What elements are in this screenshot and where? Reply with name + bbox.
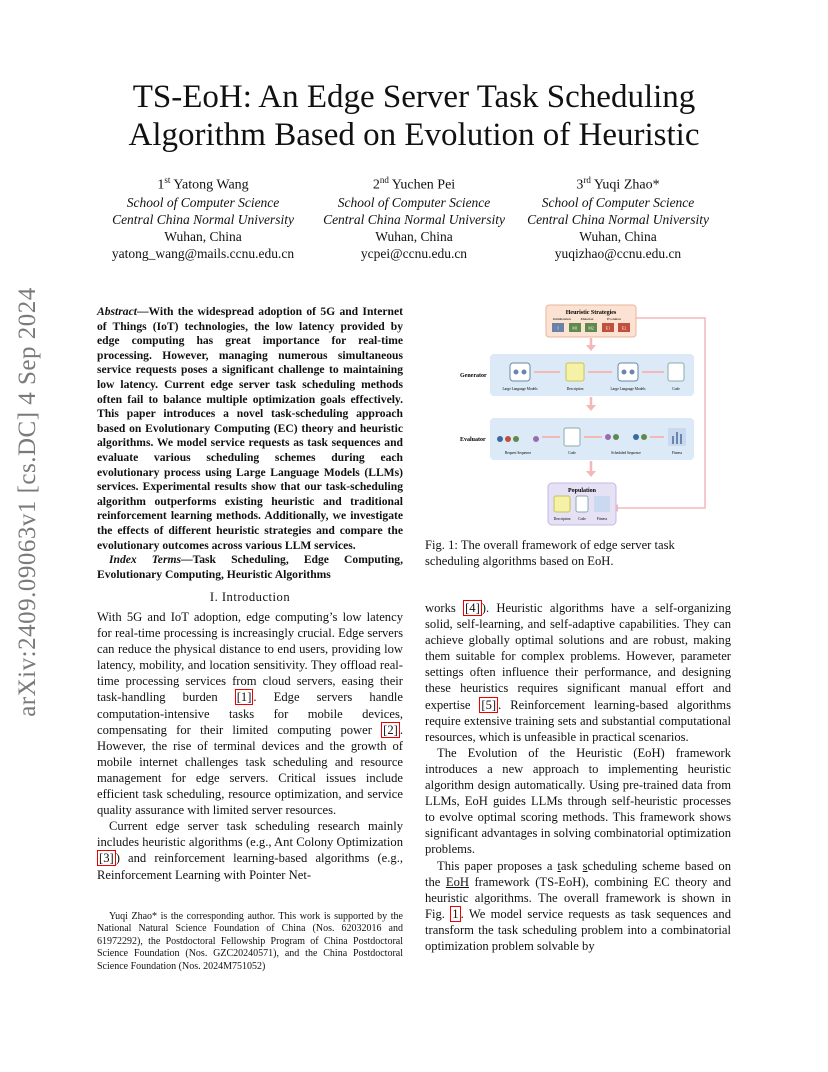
author-name: Yuchen Pei — [391, 177, 456, 193]
section-heading: I. Introduction — [209, 590, 291, 604]
abstract-label: Abstract — [97, 305, 137, 318]
paragraph: works [4] ). Heuristic algorithms have a self-organizing solid, self-learning, and self-adaptive capabilities. They can achieve globally optimal solutions and are robust, making them suitable for complex problems. However, parameter settings often influence their performance, and designing these heuristics requires significant manual effort and expertise [5] . Reinforcement learning-based algorithms require extensive training sets and substantial computational resources, which is unfeasible in practical scenarios. — [425, 601, 732, 744]
paragraph: Current edge server task scheduling research mainly includes heuristic algorithms (e.g., Ant Colony Optimization [3] ) and reinforcement learning-based algorithms (e.g., Reinforcement Learning with Pointer Net- — [97, 819, 403, 882]
author-ordinal: 3 — [576, 177, 584, 193]
svg-text:Fitness: Fitness — [671, 451, 683, 455]
citation-link[interactable]: [3] — [99, 851, 114, 866]
author-univ: Central China Normal University — [112, 211, 294, 227]
svg-text:Code: Code — [578, 517, 586, 521]
author-ordinal: 1 — [157, 177, 165, 193]
author-univ: Central China Normal University — [527, 211, 709, 227]
footnote: Yuqi Zhao* is the corresponding author. This work is supported by the National Natural Science Foundation of China (Nos. 62032016 and 61972292), the Postdoctoral Fellowship Program of China Postdoctoral Science Foundation (Nos. GZC20240571), and the China Postdoctoral Science Foundation (Nos. 2024M751052) — [97, 911, 403, 972]
author-email[interactable]: yatong_wang@mails.ccnu.edu.cn — [111, 245, 295, 261]
fitness-chart-icon — [594, 496, 610, 512]
author-block-1 — [88, 172, 318, 262]
heuristic-sub-init: Initialization — [553, 317, 571, 321]
llm-robot-icon — [618, 363, 638, 381]
svg-text:E2: E2 — [621, 325, 627, 331]
paragraph: The Evolution of the Heuristic (EoH) framework introduces a new approach to implementing heuristic algorithm design automatically. Using pre-trained data from LLMs, EoH guides LLMs through self-heuristic processes to evolve optimal scoring methods. This framework shows significant advantages in solving combinatorial optimization problems. — [425, 745, 731, 857]
svg-text:Large Language Models: Large Language Models — [502, 387, 538, 391]
paragraph: With 5G and IoT adoption, edge computing’s low latency for real-time processing is increasingly crucial. Edge servers can reduce the physical distance to end users, providing low latency, mobility, and location sensitivity. They offload real-time processing services from cloud servers, easing their task-handling burden [1] . Edge servers handle computation-intensive tasks for mobile devices, compensating for their limited computing power [2] . However, the rise of terminal devices and the growth of mobile internet challenges task scheduling and resource management for edge servers. Critical issues include efficient task scheduling, resource optimization, and service quality assurance with limited server resources. — [97, 610, 403, 818]
framework-figure — [430, 300, 730, 530]
author-dept: School of Computer Science — [126, 194, 280, 210]
svg-text:Fitness: Fitness — [596, 517, 608, 521]
svg-text:Large Language Models: Large Language Models — [610, 387, 646, 391]
paragraph: This paper proposes a task scheduling scheme based on the EoH framework (TS-EoH), combining EC theory and heuristic algorithms. The overall framework is shown in Fig. 1 . We model service requests as task sequences and transform the task scheduling problem into a combinatorial optimization problem solvable by — [425, 858, 732, 953]
author-dept: School of Computer Science — [541, 194, 695, 210]
heuristic-sub-evo: Evolution — [607, 317, 621, 321]
svg-text:M2: M2 — [588, 325, 594, 331]
description-doc-icon — [554, 496, 570, 512]
index-terms-text: —Task Scheduling, Edge Computing, Evolutionary Computing, Heuristic Algorithms — [97, 553, 403, 581]
heuristic-title: Heuristic Strategies — [565, 310, 617, 316]
svg-text:Scheduled Sequence: Scheduled Sequence — [611, 451, 641, 455]
author-dept: School of Computer Science — [337, 194, 491, 210]
author-ordinal-suffix: st — [164, 175, 171, 185]
intro-column-1 — [97, 609, 403, 883]
citation-link[interactable]: [4] — [465, 601, 480, 615]
author-city: Wuhan, China — [579, 228, 657, 244]
evaluator-label: Evaluator — [460, 437, 486, 443]
abstract-text: —With the widespread adoption of 5G and Internet of Things (IoT) technologies, the low latency provided by edge computing has great importance for real-time processing. However, managing numerous simultaneous service requests poses a significant challenge to maintaining low latency. Current edge server task scheduling methods often fail to balance multiple optimization goals effectively. This paper introduces a novel task-scheduling approach based on Evolutionary Computing (EC) theory and heuristic algorithms. We model service requests as task sequences and evaluate various scheduling schemes during each evolutionary process using Large Language Models (LLMs) services. Experimental results show that our task-scheduling algorithm outperforms existing heuristic and traditional reinforcement learning methods. Additionally, we investigate the effects of different heuristic strategies and compare the evolutionary outcomes across various LLM services. — [97, 305, 403, 552]
author-email[interactable]: yuqizhao@ccnu.edu.cn — [554, 245, 682, 261]
svg-text:Request Sequence: Request Sequence — [504, 451, 532, 455]
svg-text:Code: Code — [672, 387, 680, 391]
arxiv-stamp — [8, 287, 48, 717]
generator-label: Generator — [460, 373, 487, 379]
author-univ: Central China Normal University — [323, 211, 505, 227]
title-line-2: Algorithm Based on Evolution of Heuristic — [128, 117, 700, 153]
svg-text:I: I — [557, 325, 559, 331]
code-file-icon — [576, 496, 588, 512]
author-block-2 — [299, 172, 529, 262]
citation-link[interactable]: [1] — [236, 690, 252, 705]
author-ordinal: 2 — [372, 177, 380, 193]
title-line-1: TS-EoH: An Edge Server Task Scheduling — [132, 79, 696, 115]
description-doc-icon — [566, 363, 584, 381]
population-title: Population — [567, 488, 597, 494]
author-ordinal-suffix: nd — [379, 175, 389, 185]
author-city: Wuhan, China — [164, 228, 242, 244]
intro-column-2 — [425, 600, 731, 954]
code-file-icon — [668, 363, 684, 381]
author-email[interactable]: ycpei@ccnu.edu.cn — [360, 245, 468, 261]
svg-text:Description: Description — [566, 387, 584, 391]
svg-text:M1: M1 — [572, 325, 578, 331]
paper-title — [60, 78, 768, 154]
citation-link[interactable]: [5] — [481, 697, 497, 712]
index-terms-label: Index Terms — [109, 553, 181, 567]
svg-text:Code: Code — [568, 451, 576, 455]
feedback-arrow — [618, 318, 705, 508]
arxiv-stamp-text: arXiv:2409.09063v1 [cs.DC] 4 Sep 2024 — [14, 287, 41, 717]
figure-link[interactable]: 1 — [452, 906, 459, 921]
abstract — [97, 305, 403, 582]
author-name: Yuqi Zhao* — [593, 177, 660, 193]
code-file-icon — [564, 428, 580, 446]
heuristic-sub-mut: Mutation — [580, 317, 594, 321]
figure-caption: Fig. 1: The overall framework of edge server task scheduling algorithms based on EoH. — [425, 538, 675, 568]
author-name: Yatong Wang — [173, 177, 249, 193]
author-ordinal-suffix: rd — [583, 175, 591, 185]
author-block-3 — [503, 172, 733, 262]
svg-text:Description: Description — [553, 517, 571, 521]
llm-robot-icon — [510, 363, 530, 381]
author-city: Wuhan, China — [375, 228, 453, 244]
index-terms — [97, 553, 403, 582]
citation-link[interactable]: [2] — [383, 722, 398, 737]
svg-text:E1: E1 — [605, 325, 611, 331]
